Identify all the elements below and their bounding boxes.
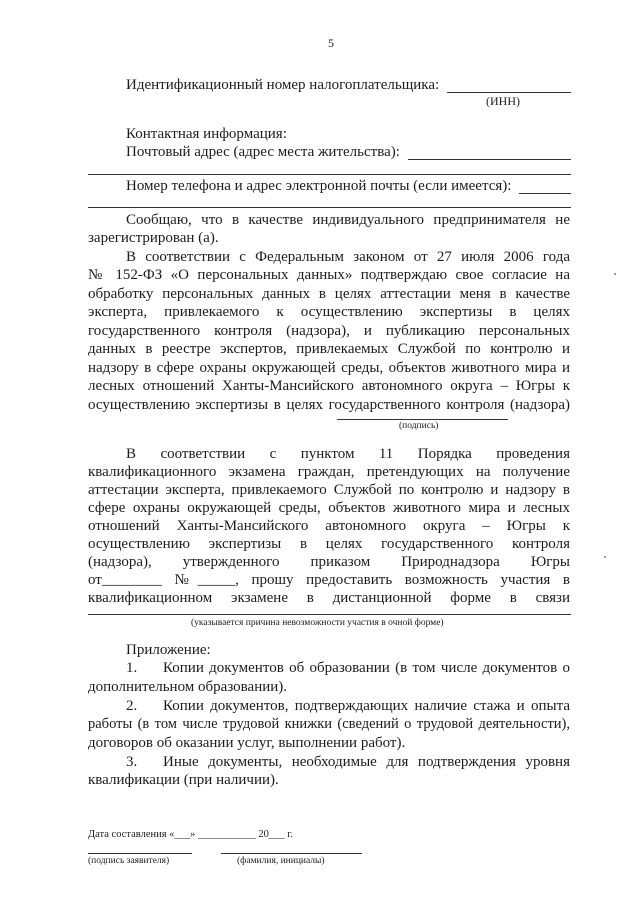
contact-info-heading: Контактная информация:: [126, 126, 287, 142]
attachments-heading: Приложение:: [126, 642, 211, 658]
signature-caption: (подпись): [399, 421, 439, 431]
attachment-2-line-1: Копии документов, подтверждающих наличие стажа и опыта: [163, 698, 570, 714]
not-entrepreneur-line-1: Сообщаю, что в качестве индивидуального предпринимателя не: [126, 212, 570, 228]
inn-caption: (ИНН): [486, 94, 520, 108]
attachment-1-line-2: дополнительном образовании).: [88, 679, 288, 695]
postal-address-extra-line: [88, 174, 571, 175]
request-line-7: (надзора), утвержденного приказом Природнадзора Югры: [88, 554, 570, 570]
postal-address-field-line: [408, 159, 571, 160]
inn-label: Идентификационный номер налогоплательщика:: [126, 77, 440, 93]
attachment-3-number: 3.: [126, 754, 138, 770]
consent-line-5: государственного контроля (надзора), и публикацию персональных: [88, 323, 570, 339]
request-line-2: квалификационного экзамена граждан, претендующих на получение: [88, 464, 570, 480]
consent-line-9: осуществлению экспертизы в целях государственного контроля (надзора): [88, 397, 570, 413]
attachment-2-line-2: работы (в том числе трудовой книжки (сведений о трудовой деятельности),: [88, 716, 570, 732]
applicant-signature-caption: (подпись заявителя): [88, 856, 170, 866]
attachment-1-line-1: Копии документов об образовании (в том числе документов о: [163, 660, 570, 676]
consent-line-3: обработку персональных данных в целях аттестации меня в качестве: [88, 286, 570, 302]
phone-email-label: Номер телефона и адрес электронной почты (если имеется):: [126, 178, 512, 194]
attachment-1-number: 1.: [126, 660, 138, 676]
request-line-6: осуществлению экспертизы в целях государственного контроля: [88, 536, 570, 552]
request-line-5: отношений Ханты-Мансийского автономного округа – Югры к: [88, 518, 570, 534]
page-number: 5: [328, 36, 334, 50]
reason-caption: (указывается причина невозможности участия в очной форме): [191, 618, 444, 628]
date-of-compilation: Дата составления «___» ___________ 20___ г.: [88, 829, 294, 840]
request-line-1: В соответствии с пунктом 11 Порядка проведения: [126, 446, 570, 462]
attachment-3-line-1: Иные документы, необходимые для подтверждения уровня: [163, 754, 570, 770]
consent-line-8: лесных отношений Ханты-Мансийского автономного округа – Югры к: [88, 378, 570, 394]
consent-line-2: № 152-ФЗ «О персональных данных» подтверждаю свое согласие на: [88, 267, 570, 283]
phone-email-field-line: [519, 193, 571, 194]
request-line-9: квалификационном экзамене в дистанционной форме в связи: [88, 590, 570, 606]
consent-line-7: надзору в сфере охраны окружающей среды, объектов животного мира и: [88, 360, 570, 376]
applicant-signature-line: [88, 853, 192, 854]
name-line: [221, 853, 362, 854]
name-caption: (фамилия, инициалы): [237, 856, 325, 866]
scan-speck: [604, 556, 606, 558]
postal-address-label: Почтовый адрес (адрес места жительства):: [126, 144, 400, 160]
request-line-8: от________ №_____, прошу предоставить возможность участия в: [88, 572, 570, 588]
attachment-2-line-3: договоров об оказании услуг, выполнении работ).: [88, 735, 406, 751]
consent-line-6: данных в реестре экспертов, привлекаемых Службой по контролю и: [88, 341, 570, 357]
consent-line-1: В соответствии с Федеральным законом от 27 июля 2006 года: [126, 249, 570, 265]
phone-email-extra-line: [88, 207, 571, 208]
request-line-3: аттестации эксперта, привлекаемого Службой по контролю и надзору в: [88, 482, 570, 498]
attachment-2-number: 2.: [126, 698, 138, 714]
request-line-4: сфере охраны окружающей среды, объектов животного мира и лесных: [88, 500, 570, 516]
consent-line-4: эксперта, привлекаемого к осуществлению экспертизы в целях: [88, 304, 570, 320]
not-entrepreneur-line-2: зарегистрирован (а).: [88, 230, 219, 246]
scan-speck: [614, 273, 616, 275]
attachment-3-line-2: квалификации (при наличии).: [88, 772, 279, 788]
reason-line: [88, 614, 571, 615]
inn-field-line: [447, 92, 571, 93]
